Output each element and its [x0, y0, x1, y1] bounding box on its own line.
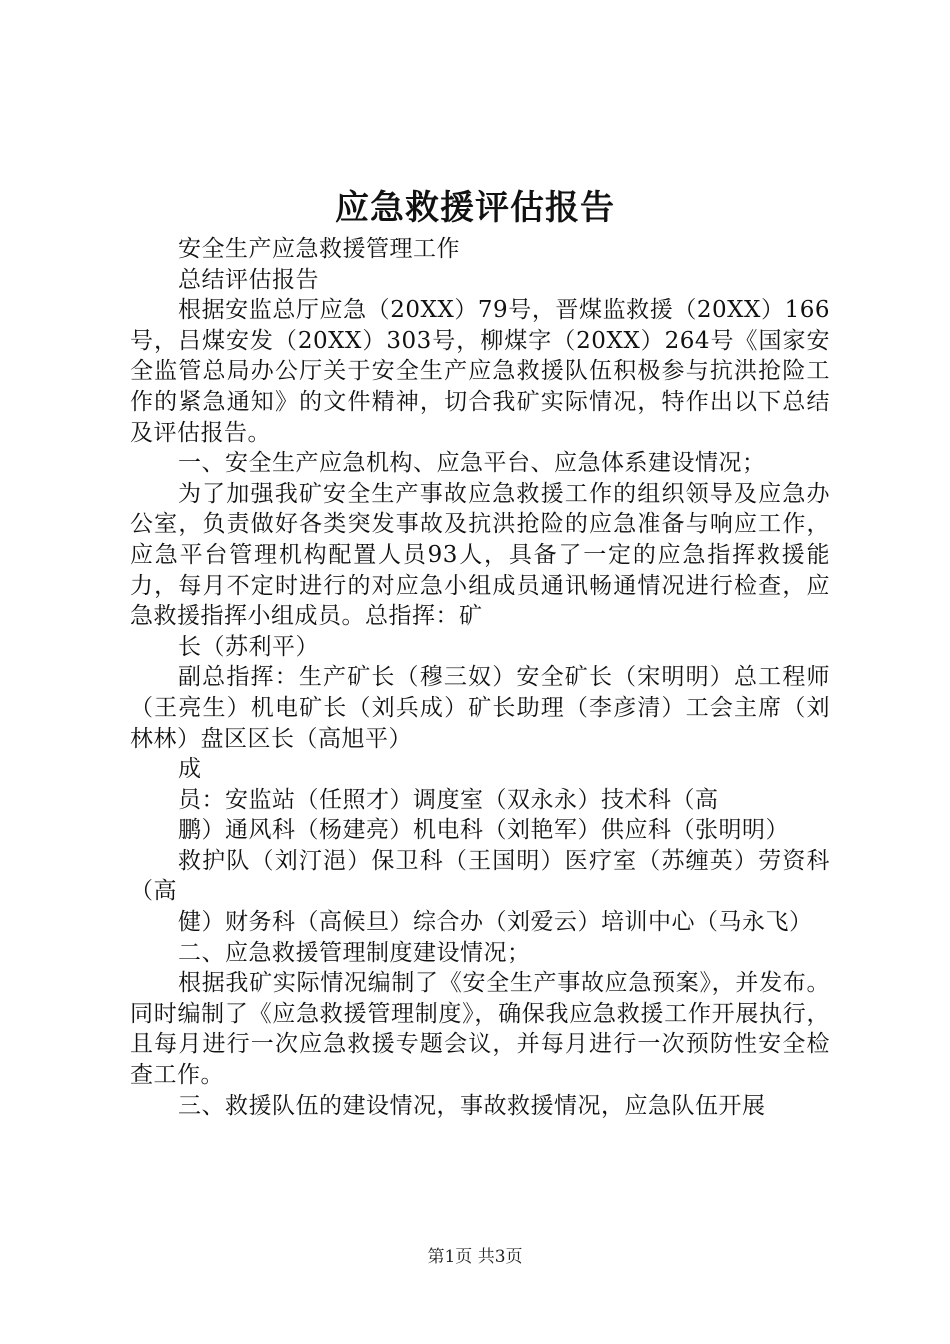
paragraph-section-1: 为了加强我矿安全生产事故应急救援工作的组织领导及应急办公室，负责做好各类突发事故及抗洪抢险的应急准备与响应工作，应急平台管理机构配置人员93人，具备了一定的应急指挥救援能力，每月不定时进行的对应急小组成员通讯畅通情况进行检查，应急救援指挥小组成员。总指挥：矿	[130, 480, 830, 630]
section-heading-2: 二、应急救援管理制度建设情况；	[178, 939, 531, 966]
subtitle-line-2: 总结评估报告	[178, 266, 319, 293]
paragraph-members-1: 员：安监站（任照才）调度室（双永永）技术科（高	[178, 786, 719, 813]
paragraph-intro: 根据安监总厅应急（20XX）79号，晋煤监救援（20XX）166号，吕煤安发（20XX）303号，柳煤字（20XX）264号《国家安全监管总局办公厅关于安全生产应急救援队伍积极参与抗洪抢险工作的紧急通知》的文件精神，切合我矿实际情况，特作出以下总结及评估报告。	[130, 297, 830, 446]
paragraph-members-label: 成	[178, 756, 202, 783]
paragraph-commander: 长（苏利平）	[178, 633, 319, 660]
paragraph-members-2: 鹏）通风科（杨建亮）机电科（刘艳军）供应科（张明明）	[178, 817, 789, 844]
paragraph-members-3: 救护队（刘汀浥）保卫科（王国明）医疗室（苏缠英）劳资科（高	[130, 847, 830, 905]
section-heading-1: 一、安全生产应急机构、应急平台、应急体系建设情况；	[178, 450, 766, 477]
paragraph-section-2: 根据我矿实际情况编制了《安全生产事故应急预案》，并发布。同时编制了《应急救援管理制度》，确保我应急救援工作开展执行，且每月进行一次应急救援专题会议，并每月进行一次预防性安全检查工作。	[130, 970, 830, 1089]
paragraph-members-4: 健）财务科（高候旦）综合办（刘爱云）培训中心（马永飞）	[178, 909, 813, 936]
document-body	[130, 234, 830, 1121]
document-title: 应急救援评估报告	[335, 188, 615, 228]
subtitle-line-1: 安全生产应急救援管理工作	[178, 236, 460, 262]
section-heading-3: 三、救援队伍的建设情况，事故救援情况，应急队伍开展	[178, 1092, 766, 1119]
paragraph-deputy-commanders: 副总指挥：生产矿长（穆三奴）安全矿长（宋明明）总工程师（王亮生）机电矿长（刘兵成）矿长助理（李彦清）工会主席（刘林林）盘区区长（高旭平）	[130, 664, 830, 752]
page-number-footer: 第1页 共3页	[427, 1247, 523, 1267]
